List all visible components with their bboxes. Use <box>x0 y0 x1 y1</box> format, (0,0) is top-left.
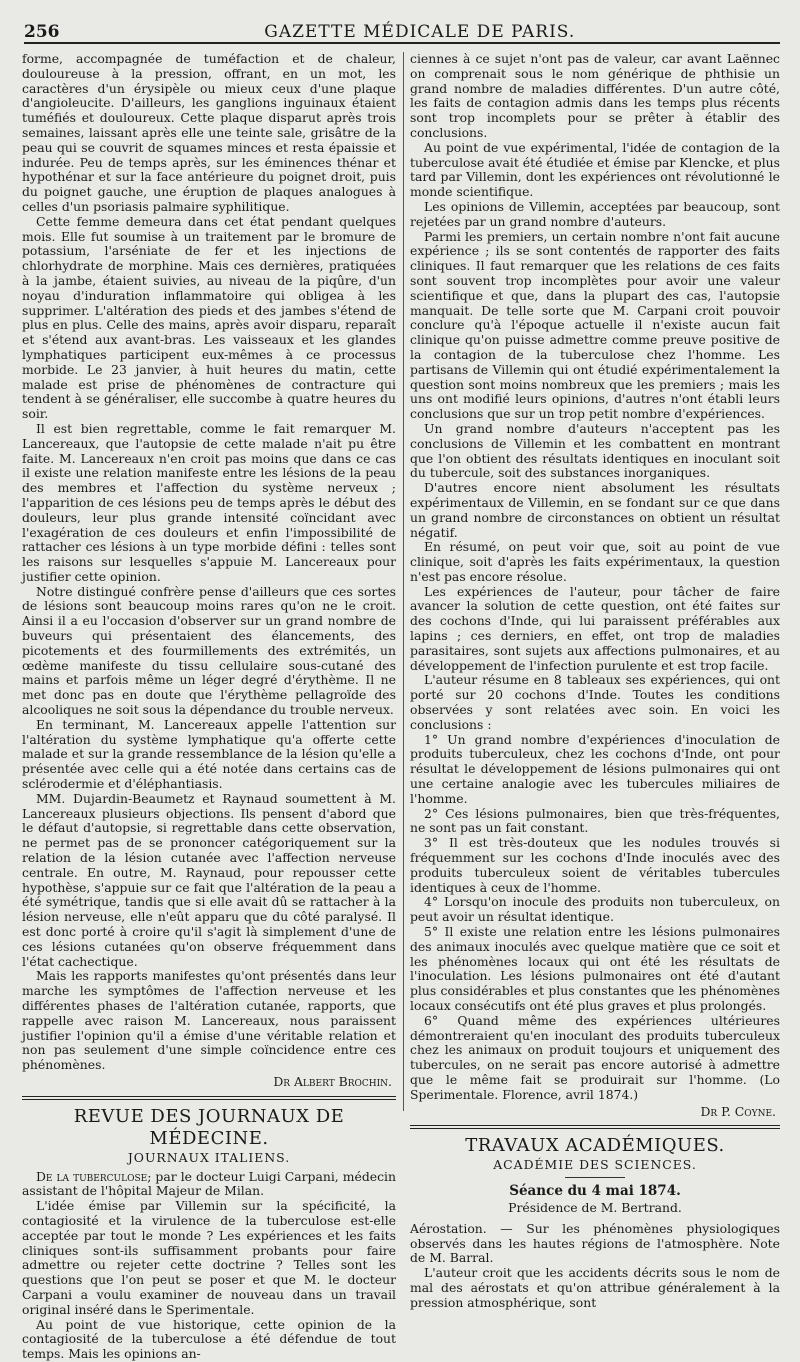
paragraph: Les opinions de Villemin, acceptées par beaucoup, sont rejetées par un grand nombre d'auteurs. <box>410 198 780 229</box>
conclusion-item: 6° Quand même des expériences ultérieures démontreraient qu'en inoculant des produits tuberculeux chez les animaux on produit toujours et uniquement des tubercules, on ne serait pas encore autorisé à admettre que le même fait se produirait sur l'homme. (Lo Sperimentale. Florence, avril 1874.) <box>410 1012 780 1102</box>
paragraph: forme, accompagnée de tuméfaction et de chaleur, douloureuse à la pression, offrant, en un mot, les caractères d'un érysipèle ou mieux ceux d'une plaque d'angioleucite. D'ailleurs, les ganglions inguinaux étaient tuméfiés et douloureux. Cette plaque disparut après trois semaines, laissant après elle une teinte sale, grisâtre de la peau qui se couvrit de squames minces et resta épaissie et indurée. Peu de temps après, sur les éminences thénar et hypothénar et sur la face antérieure du poignet droit, puis du poignet gauche, une éruption de plaques analogues à celles d'un psoriasis palmaire syphilitique. <box>22 51 396 214</box>
conclusion-item: 5° Il existe une relation entre les lésions pulmonaires des animaux inoculés avec quelque matière que ce soit et les phénomènes locaux qui ont été les résultats de l'inoculation. Les lésions pulmonaires ont été d'autant plus considérables et plus constantes que les phénomènes locaux consécutifs ont été plus graves et plus prolongés. <box>410 924 780 1013</box>
column-divider <box>403 52 404 1111</box>
author-signature: Dr Albert Brochin. <box>273 1073 392 1089</box>
paragraph: Au point de vue historique, cette opinion de la contagiosité de la tuberculose a été défendue de tout temps. Mais les opinions an- <box>22 1316 396 1362</box>
paragraph: En résumé, on peut voir que, soit au point de vue clinique, soit d'après les faits expérimentaux, la question n'est pas encore résolue. <box>410 539 780 584</box>
page-header <box>24 18 780 44</box>
paragraph: ciennes à ce sujet n'ont pas de valeur, car avant Laënnec on comprenait sous le nom générique de phthisie un grand nombre de maladies différentes. D'un autre côté, les faits de contagion admis dans les temps plus récents sont trop incomplets pour se prêter à établir des conclusions. <box>410 51 780 140</box>
paragraph: L'auteur résume en 8 tableaux ses expériences, qui ont porté sur 20 cochons d'Inde. Toutes les conditions observées y sont relatées avec soin. En voici les conclusions : <box>410 672 780 732</box>
paragraph: En terminant, M. Lancereaux appelle l'attention sur l'altération du système lymphatique qu'a offerte cette malade et sur la grande ressemblance de la lésion qu'elle a présentée avec celle qui a été notée dans certains cas de sclérodermie et d'éléphantiasis. <box>22 716 396 792</box>
paragraph: Au point de vue expérimental, l'idée de contagion de la tuberculose avait été étudiée et émise par Klencke, et plus tard par Villemin, dont les expériences ont révolutionné le monde scientifique. <box>410 139 780 200</box>
short-divider <box>565 1177 625 1178</box>
conclusion-item: 1° Un grand nombre d'expériences d'inoculation de produits tuberculeux, chez les cochons d'Inde, ont pour résultat le développement de lésions pulmonaires qui ont une certaine analogie avec les tubercules miliaires de l'homme. <box>410 731 780 806</box>
paragraph: Il est bien regrettable, comme le fait remarquer M. Lancereaux, que l'autopsie de cette malade n'ait pu être faite. M. Lancereaux n'en croit pas moins que dans ce cas il existe une relation manifeste entre les lésions de la peau des membres et l'affection du système nerveux ; l'apparition de ces lésions peu de temps après le début des douleurs, leur plus grande intensité coïncidant avec l'exagération de ces douleurs et enfin l'impossibilité de rattacher ces lésions à un type morbide défini : telles sont les raisons sur lesquelles s'appuie M. Lancereaux pour justifier cette opinion. <box>22 420 396 584</box>
right-column <box>410 51 780 1310</box>
conclusion-item: 4° Lorsqu'on inocule des produits non tuberculeux, on peut avoir un résultat identique. <box>410 894 780 925</box>
paragraph: MM. Dujardin-Beaumetz et Raynaud soumettent à M. Lancereaux plusieurs objections. Ils pensent d'abord que le défaut d'autopsie, si regrettable dans cette observation, ne permet pas de se prononcer catégoriquement sur la relation de la lésion cutanée avec l'affection nerveuse centrale. En outre, M. Raynaud, pour repousser cette hypothèse, s'appuie sur ce fait que l'altération de la peau a été symétrique, tandis que si elle avait dû se rattacher à la lésion nerveuse, elle n'eût apparu que du côté paralysé. Il est donc porté à croire qu'il s'agit là simplement d'une de ces lésions cutanées qu'on observe fréquemment dans l'état cachectique. <box>22 790 396 969</box>
article-heading <box>22 1170 396 1200</box>
paragraph: D'autres encore nient absolument les résultats expérimentaux de Villemin, en se fondant sur ce que dans un grand nombre de circonstances on obtient un résultat négatif. <box>410 480 780 540</box>
article-title: De la tuberculose <box>36 1168 148 1184</box>
session-title: Séance du 4 mai 1874. <box>509 1183 681 1200</box>
page-number: 256 <box>24 22 60 42</box>
paragraph: Aérostation. — Sur les phénomènes physiologiques observés dans les hautes régions de l'atmosphère. Note de M. Barral. <box>410 1220 780 1266</box>
conclusion-item: 3° Il est très-douteux que les nodules trouvés si fréquemment sur les cochons d'Inde inoculés avec des produits tuberculeux soient de véritables tubercules identiques à ceux de l'homme. <box>410 835 780 895</box>
paragraph: Parmi les premiers, un certain nombre n'ont fait aucune expérience ; ils se sont contentés de rapporter des faits cliniques. Il faut remarquer que les relations de ces faits sont souvent trop incomplètes pour avoir une valeur scientifique et que, dans la plupart des cas, l'autopsie manquait. De telle sorte que M. Carpani croit pouvoir conclure qu'à l'époque actuelle il n'existe aucun fait clinique qu'on puisse admettre comme preuve positive de la contagion de la tuberculose chez l'homme. Les partisans de Villemin qui ont étudié expérimentalement la question sont moins nombreux que les premiers ; mais les uns ont modifié leurs opinions, d'autres n'ont établi leurs conclusions que sur un trop petit nombre d'expériences. <box>410 228 780 422</box>
left-column <box>22 51 396 1362</box>
article-byline: ; par le docteur Luigi Carpani, médecin assistant de l'hôpital Majeur de Milan. <box>22 1168 396 1199</box>
author-signature: Dr P. Coyne. <box>700 1103 776 1119</box>
conclusion-item: 2° Ces lésions pulmonaires, bien que très-fréquentes, ne sont pas un fait constant. <box>410 805 780 836</box>
paragraph: L'idée émise par Villemin sur la spécificité, la contagiosité et la virulence de la tuberculose est-elle acceptée par tout le monde ? Les expériences et les faits cliniques sont-ils suffisamment probants pour faire admettre ou rejeter cette doctrine ? Telles sont les questions que l'on peut se poser et que M. le docteur Carpani a voulu examiner de nouveau dans un travail original inséré dans le Sperimentale. <box>22 1198 396 1317</box>
journal-title: GAZETTE MÉDICALE DE PARIS. <box>264 22 576 42</box>
paragraph: Les expériences de l'auteur, pour tâcher de faire avancer la solution de cette question, ont été faites sur des cochons d'Inde, qui lui paraissent préférables aux lapins ; ces derniers, en effet, ont trop de maladies parasitaires, sont sujets aux affections pulmonaires, et au développement de l'infection purulente et est trop facile. <box>410 583 780 673</box>
paragraph: Mais les rapports manifestes qu'ont présentés dans leur marche les symptômes de l'affection nerveuse et les différentes phases de l'altération cutanée, rapports, que rappelle avec raison M. Lancereaux, nous paraissent justifier l'opinion qu'il a émise d'une véritable relation et non pas seulement d'une simple coïncidence entre ces phénomènes. <box>22 968 396 1073</box>
section-divider <box>22 1096 396 1100</box>
paragraph: Notre distingué confrère pense d'ailleurs que ces sortes de lésions sont beaucoup moins rares qu'on ne le croit. Ainsi il a eu l'occasion d'observer sur un grand nombre de buveurs qui présentaient des élancements, des picotements et des fourmillements des extrémités, un œdème manifeste du tissu cellulaire sous-cutané des mains et parfois même un léger degré d'érythème. Il ne met donc pas en doute que l'érythème pellagroïde des alcooliques ne soit sous la dépendance du trouble nerveux. <box>22 583 396 718</box>
section-title: REVUE DES JOURNAUX DE MÉDECINE. <box>73 1105 345 1149</box>
section-subtitle: ACADÉMIE DES SCIENCES. <box>493 1157 697 1173</box>
section-divider <box>410 1125 780 1129</box>
paragraph: Cette femme demeura dans cet état pendant quelques mois. Elle fut soumise à un traitement par le bromure de potassium, l'arséniate de fer et les injections de chlorhydrate de morphine. Mais ces dernières, pratiquées à la jambe, étaient suivies, au niveau de la piqûre, d'un noyau d'induration inflammatoire qui obligea à les supprimer. L'altération des pieds et des jambes s'étend de plus en plus. Celle des mains, après avoir disparu, reparaît et s'étend aux avant-bras. Les vaisseaux et les glandes lymphatiques participent eux-mêmes à ce processus morbide. Le 23 janvier, à huit heures du matin, cette malade est prise de phénomènes de contracture qui tendent à se généraliser, elle succombe à quatre heures du soir. <box>22 213 396 422</box>
paragraph: L'auteur croit que les accidents décrits sous le nom de mal des aérostats et qu'on attribue généralement à la pression atmosphérique, sont <box>410 1265 780 1310</box>
section-subtitle: JOURNAUX ITALIENS. <box>127 1149 291 1165</box>
session-presidency: Présidence de M. Bertrand. <box>508 1199 682 1215</box>
paragraph: Un grand nombre d'auteurs n'acceptent pas les conclusions de Villemin et les combattent en montrant que l'on obtient des résultats identiques en inoculant soit du tubercule, soit des substances inorganiques. <box>410 420 780 481</box>
section-title: TRAVAUX ACADÉMIQUES. <box>465 1135 725 1157</box>
